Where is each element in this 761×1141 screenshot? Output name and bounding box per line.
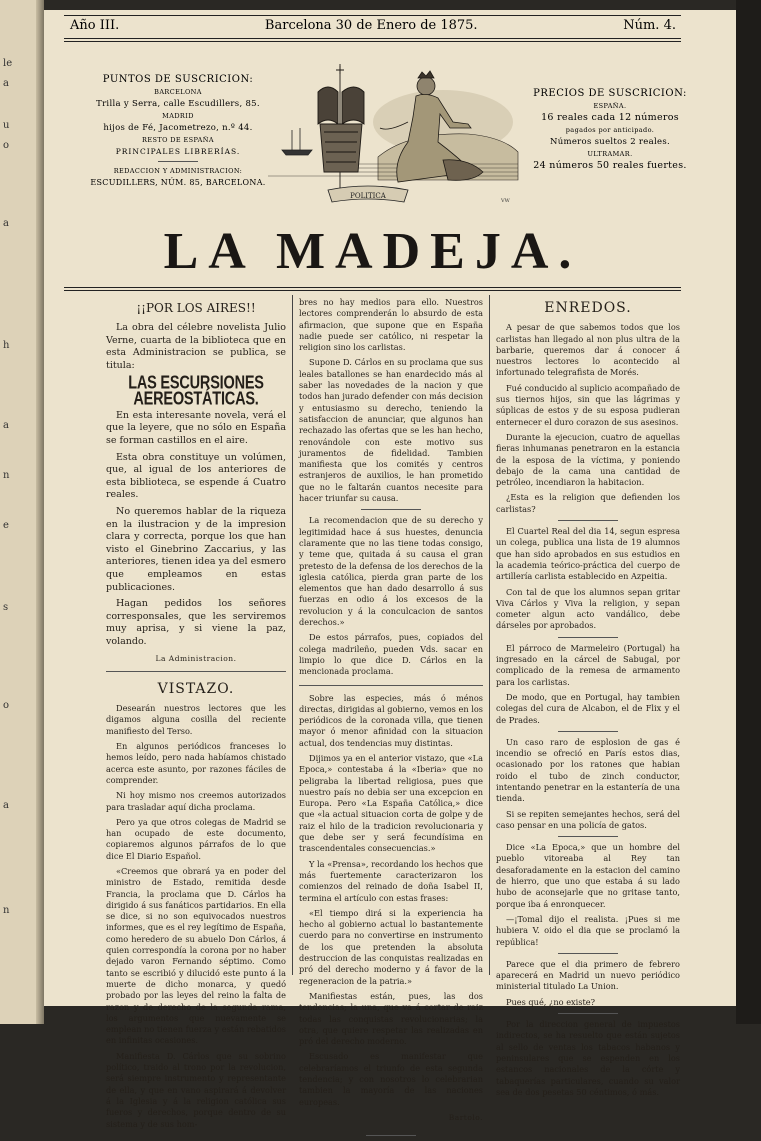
paragraph: El párroco de Marmeleiro (Portugal) ha ingresado en la cárcel de Sabugal, por complicado de la remesa de armamento para los carlistas. (496, 642, 680, 687)
redaction-label: REDACCION Y ADMINISTRACION: (113, 167, 243, 175)
masthead-rule-a (64, 287, 681, 288)
header-rule-top (64, 15, 681, 16)
fragment: a (3, 420, 9, 431)
paragraph: ¿Esta es la religion que defienden los carlistas? (496, 492, 680, 514)
paragraph: Si se repiten semejantes hechos, será del caso pensar en una policía de gatos. (496, 808, 680, 830)
paragraph: Desearán nuestros lectores que les digamos alguna cosilla del reciente manifiesto del Terso. (106, 703, 286, 736)
paragraph: Fué conducido al suplicio acompañado de sus tiernos hijos, sin que las lágrimas y súplicas de estos y de su esposa pudieran enternecer el duro corazon de sus asesinos. (496, 382, 680, 427)
paragraph: —¡Tomal dijo el realista. ¡Pues si me hubiera V. oido el dia que se proclamó la república! (496, 913, 680, 947)
banner-text: POLITICA (350, 192, 386, 200)
header-rule-a (64, 38, 681, 39)
section-title-enredos: ENREDOS. (544, 300, 632, 316)
paragraph: Dijimos ya en el anterior vistazo, que «La Epoca,» contestaba á la «Iberia» que no peligraba la libertad religiosa, pues que nuestro país no debia ser una excepcion en Europa. Pero «La España Católica,» dice que «la actual situacion corta de golpe y de raiz el hilo de la tradicion revolucionaria y que debe ser y será fecundísima en trascendentales consecuencias.» (299, 752, 483, 854)
paragraph: La obra del célebre novelista Julio Verne, cuarta de la biblioteca que en esta Administracion se publica, se titula: (106, 322, 286, 372)
column-rule-2 (489, 295, 490, 975)
city-barcelona: BARCELONA (154, 88, 202, 96)
paragraph: De modo, que en Portugal, hay tambien colegas del cura de Alcabon, el de Flix y el de Prades. (496, 691, 680, 725)
paragraph: No queremos hablar de la riqueza en la ilustracion y de la impresion clara y correcta, porque los que han visto el Ginebrino Zaccarius, y las anteriores, tienen idea ya del esmero que empleamos en estas publicaciones. (106, 506, 286, 593)
paragraph: Esta obra constituye un volúmen, que, al igual de los anteriores de esta biblioteca, se espende á Cuatro reales. (106, 451, 286, 501)
fragment: u (3, 120, 10, 131)
paragraph: «El tiempo dirá si la experiencia ha hecho al gobierno actual lo bastantemente cuerdo para no convertirse en instrumento de los que pretenden la absoluta destruccion de las conquistas realizadas en pró del derecho moderno y á favor de la regeneracion de la patria.» (299, 907, 483, 986)
paragraph: Pero ya que otros colegas de Madrid se han ocupado de este documento, copiaremos algunos párrafos de lo que dice El Diario Español. (106, 816, 286, 861)
book-title: LAS ESCURSIONES AEREOSTÁTICAS. (128, 373, 264, 409)
fragment: a (3, 800, 9, 811)
redaction-address: ESCUDILLERS, NÚM. 85, BARCELONA. (90, 178, 266, 187)
paragraph: Pues qué, ¿no existe? (506, 996, 595, 1007)
paragraph: Ni hoy mismo nos creemos autorizados para trasladar aquí dicha proclama. (106, 790, 286, 812)
fragment: o (3, 140, 10, 151)
masthead-illustration (268, 62, 523, 214)
fragment: o (3, 700, 10, 711)
paragraph: Durante la ejecucion, cuatro de aquellas fieras inhumanas penetraron en la estancia de la esposa de la víctima, y poniendo debajo de la cama una cantidad de petróleo, incendiaron la habitacion. (496, 431, 680, 488)
fragment: h (3, 340, 10, 351)
fragment: a (3, 218, 9, 229)
fragment: s (3, 602, 9, 613)
header-rule-b (64, 41, 681, 42)
paragraph: Manifiestas están, pues, las dos tendencias; la una, que va á cortar de raiz todas las conquistas revolucionarias; la otra, que quiere respetar las realizadas en pró del derecho moderno. (299, 990, 483, 1047)
paragraph: Con tal de que los alumnos sepan gritar Viva Cárlos y Viva la religion, y sepan cometer algun acto vandálico, debe dárseles por aprobados. (496, 586, 680, 631)
paragraph: En algunos periódicos franceses lo hemos leído, pero nada habíamos chistado acerca este asunto, por razones fáciles de comprender. (106, 741, 286, 785)
paragraph: Sobre las especies, más ó ménos directas, dirigidas al gobierno, vemos en los periódicos de la coronada villa, que tienen mayor ó menor afinidad con la situacion actual, dos tendencias muy distintas. (299, 692, 483, 748)
volume-year: Año III. (70, 18, 120, 33)
column-rule-1 (292, 295, 293, 975)
price-single: Números sueltos 2 reales. (549, 137, 670, 147)
column-1 (106, 297, 286, 1134)
fragment: a (3, 78, 9, 89)
price-note: pagados por anticipado. (565, 126, 655, 134)
fragment: le (3, 58, 13, 69)
paragraph: bres no hay medios para ello. Nuestros lectores comprenderán lo absurdo de esta afirmacion, que supone que en España nadie puede ser católico, ni respetar la religion sino los carlistas. (299, 297, 483, 353)
subscription-points-title: PUNTOS DE SUSCRICION: (102, 74, 254, 85)
paragraph: La recomendacion que de su derecho y legitimidad hace á sus huestes, denuncia claramente que no las tiene todas consigo, y teme que, quitada á su causa el gran pretesto de la defensa de los derechos de la iglesia católica, pierda gran parte de los elementos que han dado desarrollo á sus fuerzas en odio á los excesos de la revolucion y á la conculcacion de santos derechos.» (299, 515, 483, 628)
issue-date: Barcelona 30 de Enero de 1875. (264, 18, 478, 33)
scan-background (736, 0, 761, 1024)
paragraph: Por la direccion general de impuestos indirectos, se ha resuelto que están sujetos al sello de ventas los tabacos habanos y peninsulares que se espenden en los estancos nacionales de la córte y tabaquerías particulares, cuando su valor sea de dos pesetas 50 céntimos, ó más. (496, 1019, 680, 1097)
subscription-prices-title: PRECIOS DE SUSCRICION: (533, 88, 687, 99)
price-overseas: 24 números 50 reales fuertes. (533, 160, 687, 171)
signature-bartolo: Bartolo. (448, 1112, 483, 1122)
column-3 (496, 297, 680, 1102)
flags-icon (318, 64, 364, 192)
page-edge (36, 0, 44, 1024)
paragraph: En esta interesante novela, verá el que la leyere, que no sólo en España se forman castillos en el aire. (106, 409, 286, 447)
subscription-points (88, 74, 268, 189)
article-title-por-los-aires: ¡¡POR LOS AIRES!! (136, 301, 256, 315)
subscription-prices (530, 88, 690, 172)
paragraph: A pesar de que sabemos todos que los carlistas han llegado al non plus ultra de la barbarie, queremos dar á conocer á nuestros lectores lo acontecido al infortunado telegrafista de Morés. (496, 322, 680, 378)
bookstores: PRINCIPALES LIBRERÍAS. (115, 147, 241, 156)
rest-spain: RESTO DE ESPAÑA (142, 136, 214, 144)
paragraph: «Creemos que obrará ya en poder del ministro de Estado, remitida desde Francia, la proclama que D. Cárlos ha dirigido á sus fanáticos partidarios. En ella se dice, si no son equivocados nuestros informes, que es el rey legítimo de España, como heredero de su abuelo Don Cárlos, á quien correspondía la corona por no haber dejado varon Fernando séptimo. Como tanto se escribió y dilucidó este punto á la muerte de dicho monarca, y quedó probado por las leyes del reino la falta de razon y de derecho de la segunda rama, los argumentos que nuevamente se emplean no tienen fuerza y están rebatidos en infinitas ocasiones. (106, 866, 286, 1046)
price-region-overseas: ULTRAMAR. (587, 150, 633, 158)
signature-administracion: La Administracion. (155, 653, 237, 663)
paragraph: Hagan pedidos los señores corresponsales, que les serviremos muy aprisa, y si viene la paz, volando. (106, 598, 286, 647)
price-region-spain: ESPAÑA. (593, 102, 627, 110)
adjacent-page (0, 0, 44, 1024)
paragraph: Escusado es manifestar que celebraríamos el triunfo de esta segunda tendencia; y con nosotros lo celebrarian tambien la mayoría de las naciones europeas. (299, 1051, 483, 1107)
paragraph: Manifiesta D. Cárlos que su sobrino político, traido al trono por la revolucion, será siempre instrumento y representante de ella, y que en vano aspirará á devolver á la Iglesia y á la religion católica sus fueros y derechos, porque dentro de su sistema y de sus hom- (106, 1050, 286, 1129)
column-2 (299, 297, 483, 1141)
artist-signature: VW (501, 198, 510, 204)
fragment: n (3, 470, 10, 481)
paragraph: El Cuartel Real del dia 14, segun espresa un colega, publica una lista de 19 alumnos que han sido aprobados en sus estudios en la academia teórico-práctica del cuerpo de artillería carlista establecido en Azpeitia. (496, 526, 680, 582)
newspaper-title: LA MADEJA. (163, 223, 582, 280)
fragment: n (3, 905, 10, 916)
issue-number: Núm. 4. (623, 18, 676, 33)
paragraph: De estos párrafos, pues, copiados del colega madrileño, pueden Vds. sacar en limpio lo que dice D. Cárlos en la mencionada proclama. (299, 632, 483, 677)
paragraph: Un caso raro de esplosion de gas é incendio se ofreció en París estos dias, ocasionado por los ratones que habian roido el tubo de zinch conductor, intentando penetrar en la estantería de una tienda. (496, 736, 680, 804)
fragment: e (3, 520, 9, 531)
dateline (70, 18, 676, 33)
city-madrid: MADRID (162, 112, 194, 120)
ship-icon (282, 128, 312, 155)
paragraph: Parece que el dia primero de febrero aparecerá en Madrid un nuevo periódico ministerial titulado La Union. (496, 958, 680, 992)
address-barcelona: Trilla y Serra, calle Escudillers, 85. (96, 99, 260, 109)
paragraph: Supone D. Cárlos en su proclama que sus leales batallones se han enardecido más al saber las novedades de la nacion y que todos han jurado defender con más decision y entusiasmo su derecho, teniendo la satisfaccion de anunciar, que algunos han rechazado las ofertas que se les han hecho, renovándole con este motivo sus juramentos de fidelidad. Tambien manifiesta que los comités y centros estranjeros de auxilios, le han prometido que no le faltarán cuantos necesite para hacer triunfar su causa. (299, 357, 483, 504)
address-madrid: hijos de Fé, Jacometrezo, n.º 44. (103, 123, 253, 133)
masthead-rule-b (64, 290, 681, 291)
paragraph: Dice «La Epoca,» que un hombre del pueblo vitoreaba al Rey tan desaforadamente en la estacion del camino de hierro, que uno que estaba á su lado hubo de aconsejarle que no gritase tanto, porque iba á enronquecer. (496, 842, 680, 909)
price-spain: 16 reales cada 12 números (541, 112, 679, 123)
paragraph: Y la «Prensa», recordando los hechos que más fuertemente caracterizaron los comienzos del reinado de doña Isabel II, termina el artículo con estas frases: (299, 858, 483, 903)
section-title-vistazo: VISTAZO. (157, 680, 235, 697)
